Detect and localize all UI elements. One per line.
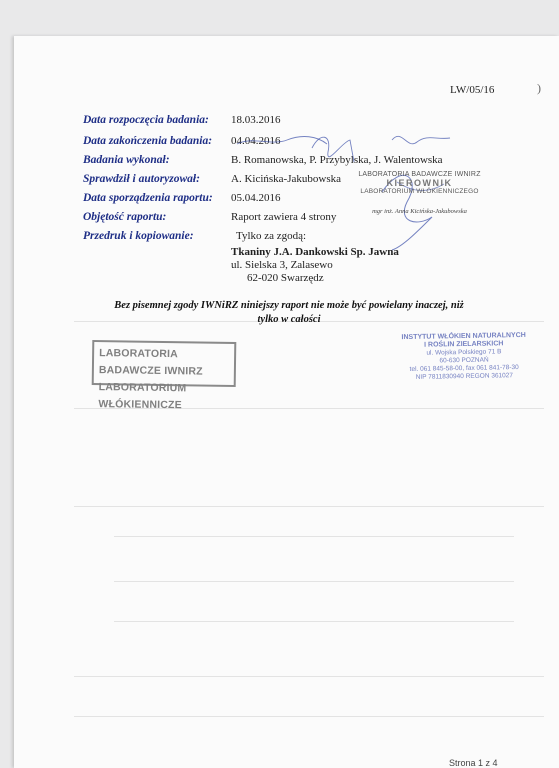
field-value: B. Romanowska, P. Przybylska, J. Walentowska <box>231 154 443 166</box>
document-page <box>14 36 559 768</box>
stamp-line: tel. 061 845-58-00, fax 061 841-78-30 <box>409 364 519 373</box>
stamp-line: ul. Wojska Polskiego 71 B <box>426 348 502 357</box>
copyright-note <box>74 299 504 327</box>
client-city: 62-020 Swarzędz <box>247 272 324 284</box>
page-number: Strona 1 z 4 <box>449 758 498 768</box>
field-value: 04.04.2016 <box>231 135 281 147</box>
field-label: Objętość raportu: <box>83 211 167 223</box>
lab-head-stamp <box>352 171 487 215</box>
field-label: Data rozpoczęcia badania: <box>83 114 209 126</box>
field-value: 18.03.2016 <box>231 114 281 126</box>
stamp-line: LABORATORIA BADAWCZE IWNIRZ <box>98 347 203 378</box>
stamp-line: I ROŚLIN ZIELARSKICH <box>424 340 504 349</box>
show-through-line <box>114 536 514 537</box>
field-label: Badania wykonał: <box>83 154 170 166</box>
show-through-line <box>114 581 514 582</box>
show-through-line <box>74 716 544 717</box>
field-label: Data sporządzenia raportu: <box>83 192 213 204</box>
client-street: ul. Sielska 3, Zalasewo <box>231 259 333 271</box>
stamp-line: KIEROWNIK <box>386 178 453 188</box>
field-value: 05.04.2016 <box>231 192 281 204</box>
stamp-signature-name: mgr inż. Anna Kicińska-Jakubowska <box>372 208 467 215</box>
stamp-line: LABORATORIUM WŁÓKIENNICZE <box>98 381 187 412</box>
stamp-line: NIP 7811830940 REGON 361027 <box>415 372 514 381</box>
stamp-line: LABORATORIA BADAWCZE IWNIRZ <box>358 171 481 178</box>
field-value: A. Kicińska-Jakubowska <box>231 173 341 185</box>
margin-mark: ) <box>537 81 541 95</box>
field-value: Raport zawiera 4 strony <box>231 211 337 223</box>
note-line: Bez pisemnej zgody IWNiRZ niniejszy raport nie może być powielany inaczej, niż <box>114 300 464 311</box>
stamp-line: 60-630 POZNAŃ <box>439 356 489 365</box>
signature-stroke <box>312 137 354 162</box>
field-label: Sprawdził i autoryzował: <box>83 173 200 185</box>
document-code: LW/05/16 <box>450 84 495 96</box>
institute-stamp <box>389 332 540 383</box>
show-through-line <box>74 676 544 677</box>
show-through-line <box>114 621 514 622</box>
field-label: Data zakończenia badania: <box>83 135 213 147</box>
field-value: Tylko za zgodą: <box>236 230 307 242</box>
note-line: tylko w całości <box>257 314 321 325</box>
signature-stroke <box>392 136 450 143</box>
stamp-line: LABORATORIUM WŁÓKIENNICZEGO <box>360 188 479 195</box>
client-name: Tkaniny J.A. Dankowski Sp. Jawna <box>231 246 399 258</box>
lab-box-stamp <box>92 340 237 412</box>
stamp-line: INSTYTUT WŁÓKIEN NATURALNYCH <box>401 331 526 342</box>
show-through-line <box>74 506 544 507</box>
field-label: Przedruk i kopiowanie: <box>83 230 194 242</box>
signature-stroke <box>237 137 327 144</box>
